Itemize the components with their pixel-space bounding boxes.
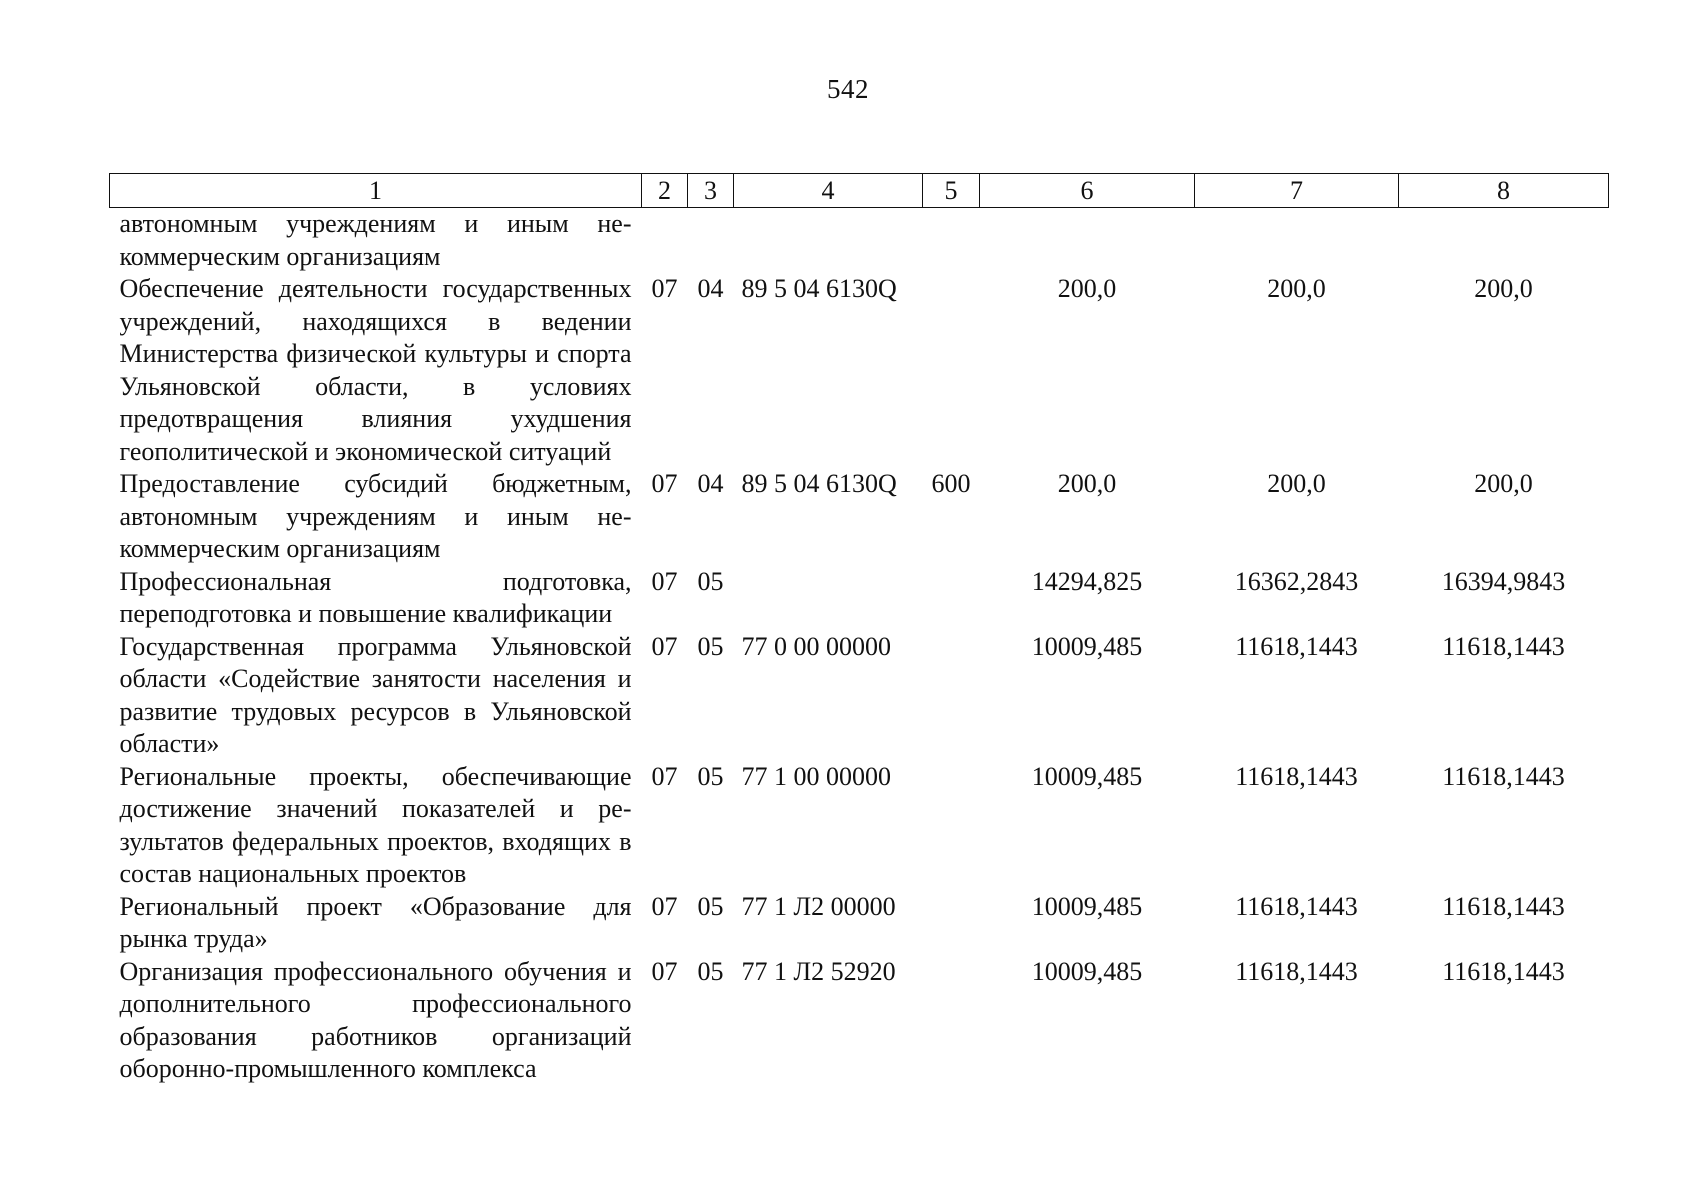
section-code-cell: 07	[651, 956, 678, 986]
amount-col7-cell: 11618,1443	[1235, 891, 1358, 921]
table-row	[110, 273, 1609, 468]
expense-type-cell	[923, 631, 980, 761]
amount-col6-cell: 200,0	[1057, 469, 1117, 498]
table-row	[110, 631, 1609, 761]
table-body	[110, 208, 1609, 1086]
amount-col7-cell: 200,0	[1267, 274, 1326, 303]
row-name-cell: Предоставление субсидий бюджетным, автономным учреждениям и иным некоммерческим организациям	[119, 469, 632, 563]
section-code-cell: 07	[651, 274, 678, 303]
row-name-cell: Региональные проекты, обеспечивающие достижение значений показателей и результатов федеральных проектов, входящих в состав национальных проектов	[119, 761, 632, 888]
amount-col6-cell: 10009,485	[1031, 761, 1143, 791]
amount-col8-cell: 200,0	[1474, 469, 1533, 498]
amount-col6-cell: 10009,485	[1031, 891, 1143, 921]
amount-col7-cell: 11618,1443	[1235, 956, 1358, 986]
target-article-cell: 77 1 Л2 52920	[741, 956, 896, 986]
row-name-cell: автономным учреждениям и иным некоммерческим организациям	[119, 209, 632, 271]
amount-col6-cell: 10009,485	[1031, 631, 1143, 661]
subsection-code-cell: 05	[697, 566, 724, 596]
table-row	[110, 208, 1609, 274]
amount-col7-cell	[1195, 208, 1399, 274]
amount-col7-cell: 200,0	[1267, 469, 1326, 498]
budget-table	[109, 173, 1609, 1086]
section-code-cell	[642, 208, 688, 274]
table-row	[110, 956, 1609, 1086]
subsection-code-cell: 05	[697, 761, 724, 791]
amount-col6-cell: 10009,485	[1031, 956, 1143, 986]
amount-col6-cell	[980, 208, 1195, 274]
table-row	[110, 761, 1609, 891]
column-header-4: 4	[734, 174, 923, 208]
target-article-cell	[734, 566, 923, 631]
section-code-cell: 07	[651, 631, 678, 661]
amount-col8-cell: 11618,1443	[1442, 631, 1565, 661]
expense-type-cell	[923, 956, 980, 1086]
target-article-cell: 89 5 04 6130Q	[741, 274, 897, 303]
column-header-8: 8	[1399, 174, 1609, 208]
column-header-5: 5	[923, 174, 980, 208]
amount-col8-cell: 11618,1443	[1442, 761, 1565, 791]
section-code-cell: 07	[651, 761, 678, 791]
amount-col8-cell: 11618,1443	[1442, 956, 1565, 986]
row-name-cell: Обеспечение деятельности государственных учреждений, находящихся в ведении Министерства физической культуры и спорта Ульяновской области, в условиях предотвращения влияния ухудшения геополитической и экономической ситуаций	[119, 274, 632, 466]
row-name-cell: Профессиональная подготовка, переподготовка и повышение квалификации	[119, 566, 632, 628]
target-article-cell: 89 5 04 6130Q	[741, 469, 897, 498]
table-row	[110, 468, 1609, 566]
table-row	[110, 891, 1609, 956]
target-article-cell: 77 1 Л2 00000	[741, 891, 896, 921]
amount-col8-cell: 200,0	[1474, 274, 1533, 303]
subsection-code-cell: 05	[697, 956, 724, 986]
row-name-cell: Организация профессионального обучения и дополнительного профессионального образования работников организаций оборонно-промышленного комплекса	[119, 956, 632, 1083]
column-header-1: 1	[110, 174, 642, 208]
amount-col8-cell	[1399, 208, 1609, 274]
row-name-cell: Государственная программа Ульяновской области «Содействие занятости населения и развитие трудовых ресурсов в Ульяновской области»	[119, 631, 632, 758]
amount-col8-cell: 11618,1443	[1442, 891, 1565, 921]
amount-col7-cell: 16362,2843	[1234, 566, 1359, 596]
section-code-cell: 07	[651, 891, 678, 921]
amount-col7-cell: 11618,1443	[1235, 631, 1358, 661]
page-number: 542	[827, 74, 869, 104]
target-article-cell: 77 1 00 00000	[741, 761, 891, 791]
expense-type-cell	[923, 273, 980, 468]
amount-col8-cell: 16394,9843	[1441, 566, 1566, 596]
row-name-cell: Региональный проект «Образование для рынка труда»	[119, 891, 632, 953]
section-code-cell: 07	[651, 469, 678, 498]
amount-col6-cell: 14294,825	[1031, 566, 1143, 596]
subsection-code-cell: 04	[697, 274, 724, 303]
section-code-cell: 07	[651, 566, 678, 596]
subsection-code-cell: 05	[697, 631, 724, 661]
target-article-cell	[734, 208, 923, 274]
expense-type-cell	[923, 566, 980, 631]
amount-col6-cell: 200,0	[1057, 274, 1117, 303]
subsection-code-cell: 05	[697, 891, 724, 921]
expense-type-cell	[923, 891, 980, 956]
column-header-2: 2	[642, 174, 688, 208]
column-header-3: 3	[688, 174, 734, 208]
header-row	[110, 174, 1609, 208]
table-row	[110, 566, 1609, 631]
subsection-code-cell: 04	[697, 469, 724, 498]
expense-type-cell: 600	[931, 469, 971, 498]
target-article-cell: 77 0 00 00000	[741, 631, 891, 661]
column-header-7: 7	[1195, 174, 1399, 208]
column-header-6: 6	[980, 174, 1195, 208]
subsection-code-cell	[688, 208, 734, 274]
amount-col7-cell: 11618,1443	[1235, 761, 1358, 791]
expense-type-cell	[923, 761, 980, 891]
expense-type-cell	[923, 208, 980, 274]
